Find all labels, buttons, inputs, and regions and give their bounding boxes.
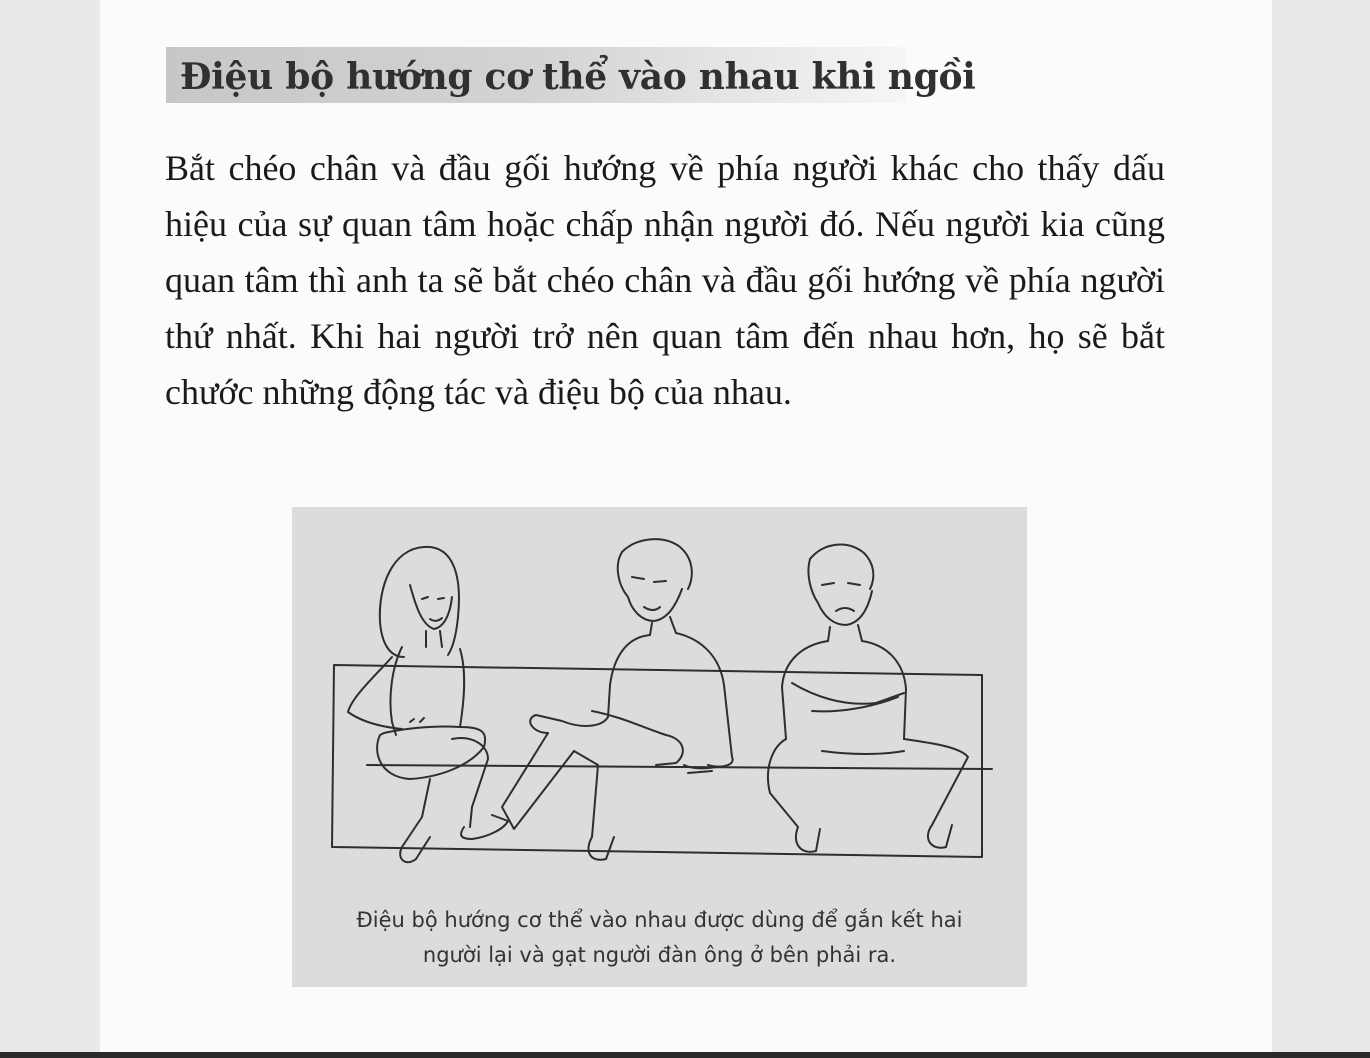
- illustration-figure: [292, 507, 1027, 987]
- bench-drawing: [332, 665, 992, 857]
- sitting-people-illustration: [292, 507, 1027, 907]
- caption-line-2: người lại và gạt người đàn ông ở bên phải ra.: [422, 943, 897, 967]
- right-man-figure: [768, 545, 968, 852]
- middle-man-figure: [502, 539, 733, 860]
- woman-figure: [348, 547, 508, 862]
- figure-caption: [312, 903, 1007, 973]
- body-paragraph: Bắt chéo chân và đầu gối hướng về phía người khác cho thấy dấu hiệu của sự quan tâm hoặc chấp nhận người đó. Nếu người kia cũng quan tâm thì anh ta sẽ bắt chéo chân và đầu gối hướng về phía người thứ nhất. Khi hai người trở nên quan tâm đến nhau hơn, họ sẽ bắt chước những động tác và điệu bộ của nhau.: [165, 148, 1165, 412]
- viewer-bottom-edge: [0, 1052, 1370, 1058]
- caption-line-1: Điệu bộ hướng cơ thể vào nhau được dùng để gắn kết hai: [356, 908, 963, 932]
- section-heading: Điệu bộ hướng cơ thể vào nhau khi ngồi: [180, 56, 976, 98]
- book-page: [100, 0, 1272, 1052]
